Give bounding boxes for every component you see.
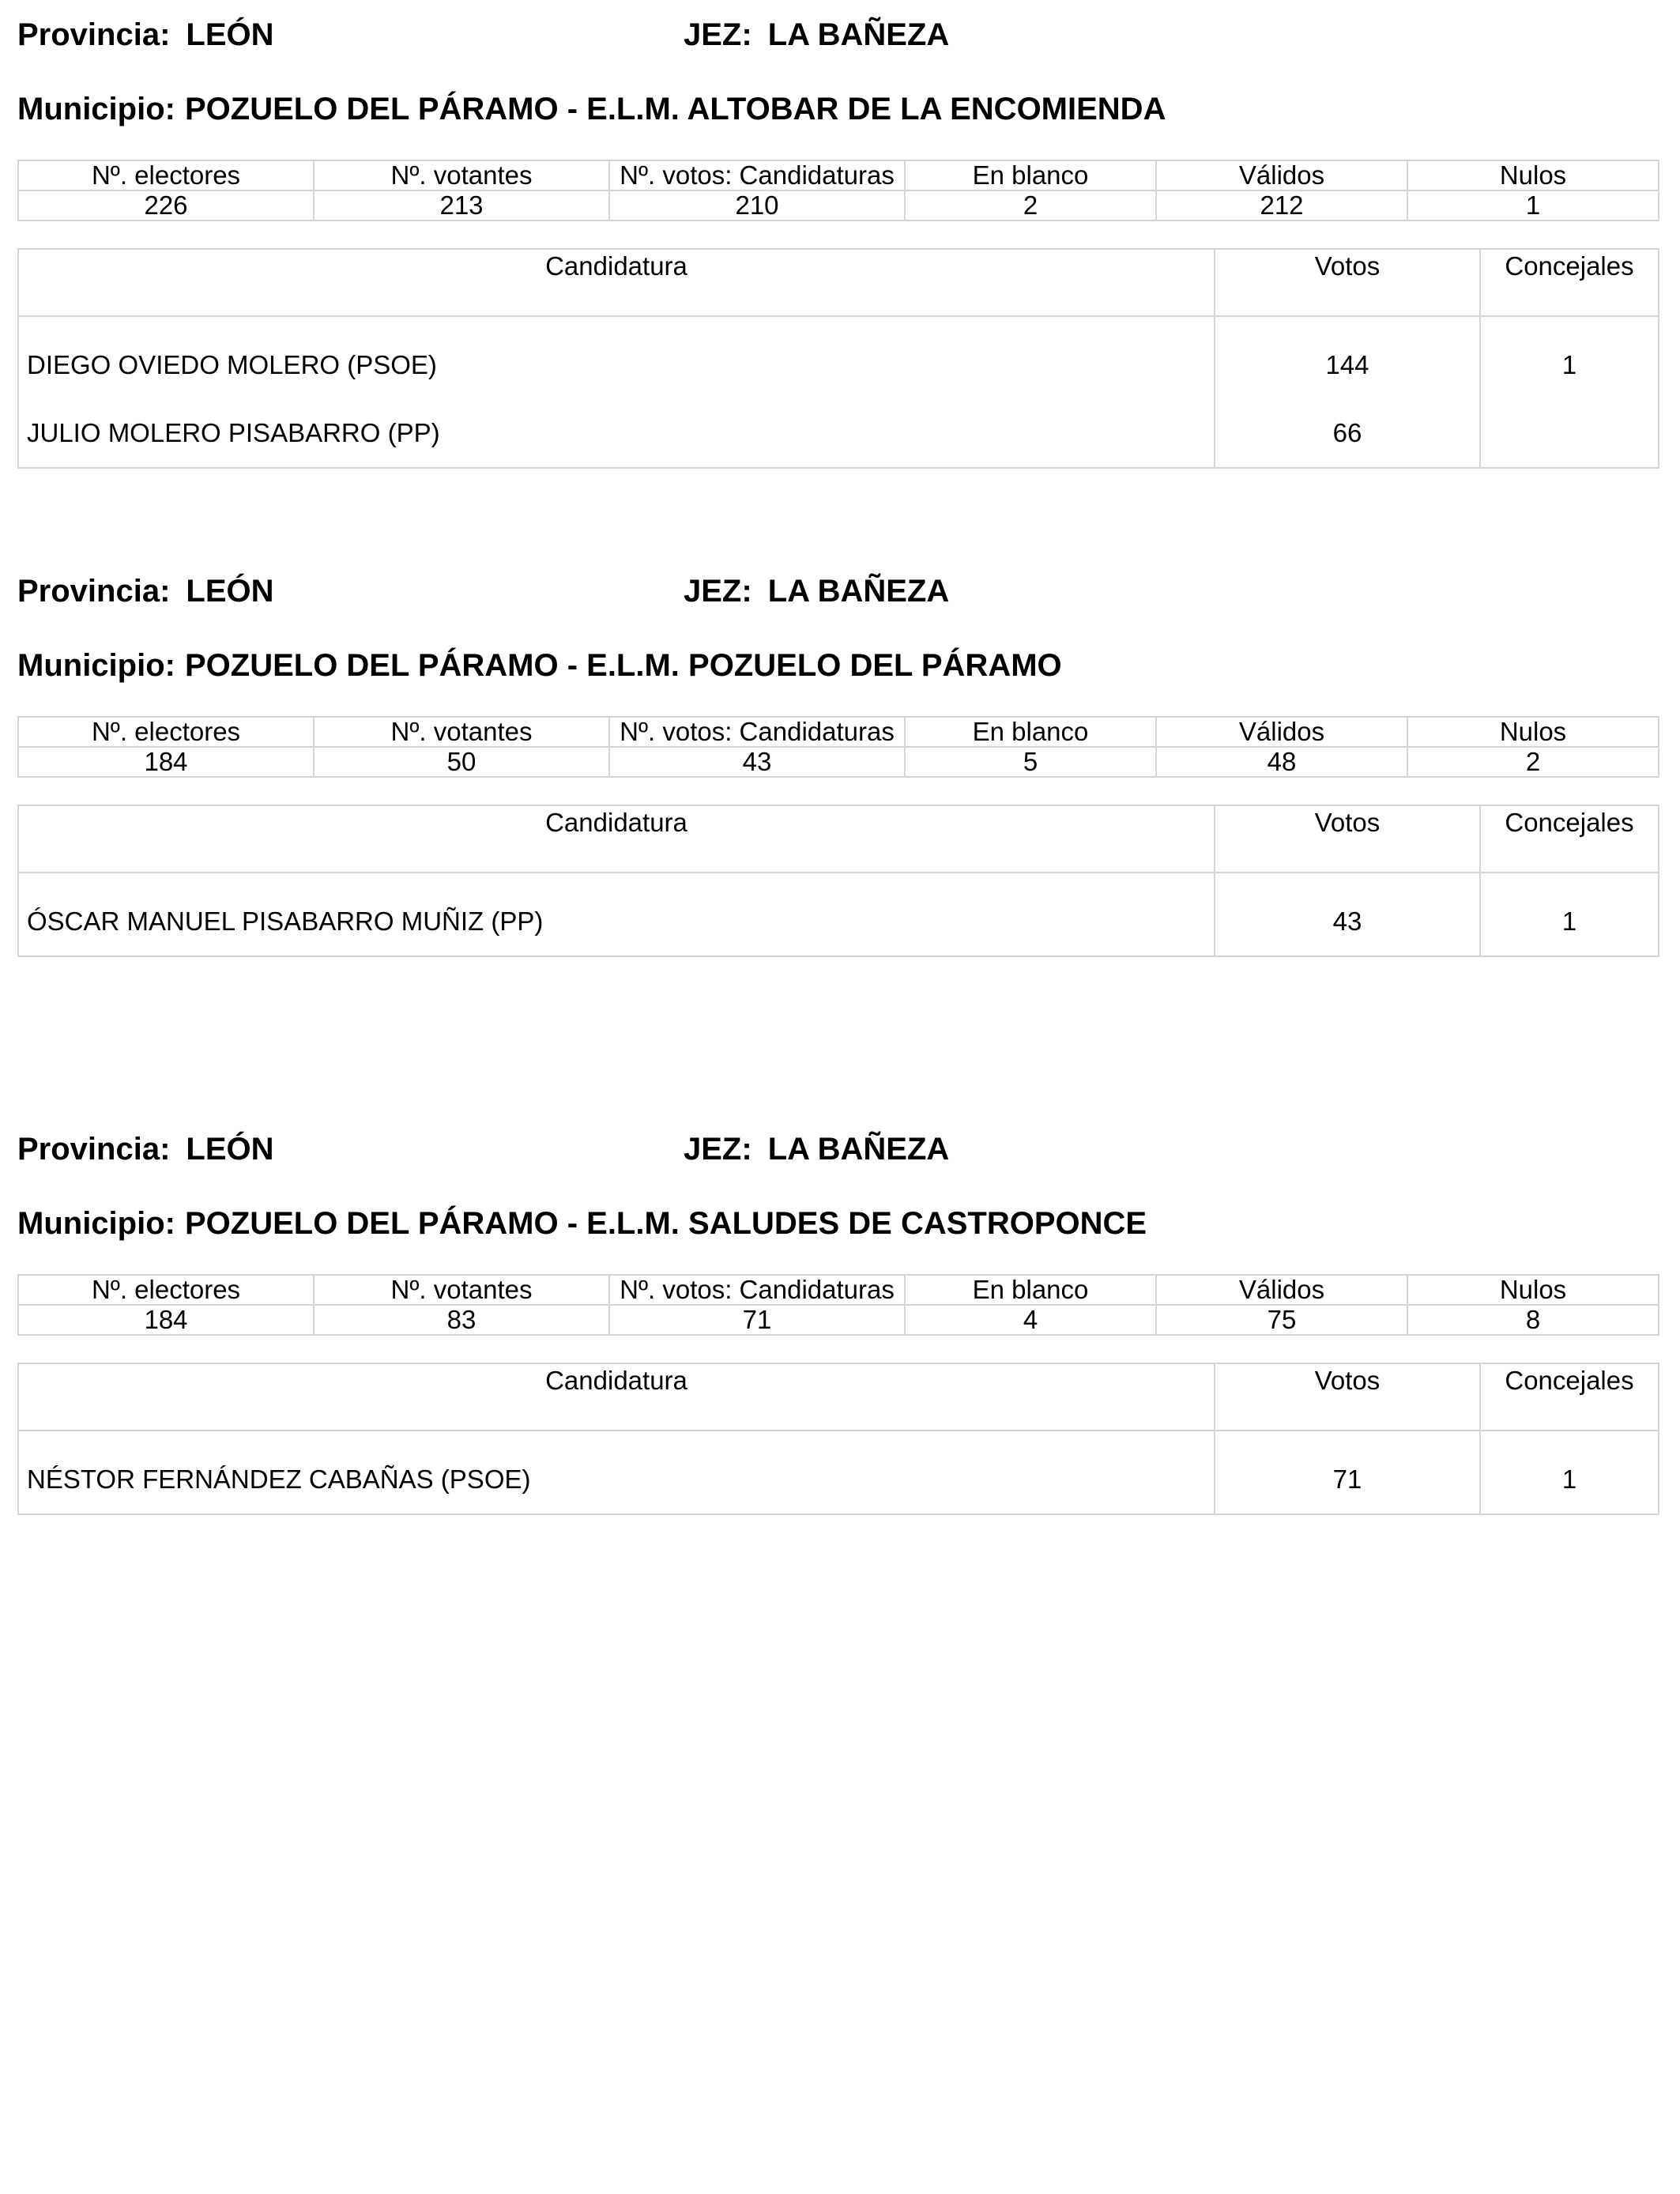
candidate-name: DIEGO OVIEDO MOLERO (PSOE) [18, 316, 1215, 399]
summary-value-cell: 75 [1156, 1305, 1407, 1335]
summary-table [17, 160, 1659, 221]
summary-value-cell: 184 [18, 1305, 314, 1335]
candidate-votes: 66 [1215, 399, 1480, 468]
candidates-header-row [18, 1363, 1659, 1431]
concejales-header: Concejales [1480, 805, 1659, 873]
municipio-heading: Municipio: POZUELO DEL PÁRAMO - E.L.M. SALUDES DE CASTROPONCE [17, 1206, 1147, 1241]
concejales-header: Concejales [1480, 1363, 1659, 1431]
summary-header-cell: Nº. votos: Candidaturas [609, 1275, 905, 1305]
summary-header-cell: Nulos [1407, 160, 1659, 190]
candidates-header-row [18, 805, 1659, 873]
summary-value-row [18, 747, 1659, 777]
summary-value-cell: 5 [905, 747, 1156, 777]
summary-header-row [18, 717, 1659, 747]
summary-value-cell: 43 [609, 747, 905, 777]
summary-value-row [18, 1305, 1659, 1335]
candidates-header-row [18, 249, 1659, 316]
summary-value-cell: 210 [609, 190, 905, 221]
summary-header-cell: Válidos [1156, 717, 1407, 747]
summary-header-cell: Válidos [1156, 1275, 1407, 1305]
summary-header-cell: Nº. votantes [314, 1275, 609, 1305]
municipio-heading: Municipio: POZUELO DEL PÁRAMO - E.L.M. ALTOBAR DE LA ENCOMIENDA [17, 92, 1166, 126]
summary-header-cell: Nulos [1407, 1275, 1659, 1305]
summary-value-cell: 184 [18, 747, 314, 777]
candidate-votes: 71 [1215, 1431, 1480, 1514]
summary-value-cell: 2 [1407, 747, 1659, 777]
candidates-table [17, 805, 1659, 957]
jez-heading: JEZ: LA BAÑEZA [684, 1132, 950, 1167]
candidates-table [17, 248, 1659, 469]
jez-heading: JEZ: LA BAÑEZA [684, 17, 950, 52]
summary-header-cell: Nº. votantes [314, 160, 609, 190]
summary-value-cell: 48 [1156, 747, 1407, 777]
candidate-row [18, 873, 1659, 956]
concejales-header: Concejales [1480, 249, 1659, 316]
summary-header-cell: En blanco [905, 160, 1156, 190]
summary-header-cell: En blanco [905, 717, 1156, 747]
provincia-heading: Provincia: LEÓN [17, 574, 274, 609]
summary-table [17, 1274, 1659, 1336]
summary-value-cell: 226 [18, 190, 314, 221]
summary-value-cell: 213 [314, 190, 609, 221]
summary-value-cell: 50 [314, 747, 609, 777]
candidate-seats: 1 [1480, 316, 1659, 399]
summary-value-cell: 8 [1407, 1305, 1659, 1335]
candidate-row [18, 316, 1659, 399]
candidate-name: JULIO MOLERO PISABARRO (PP) [18, 399, 1215, 468]
candidate-row [18, 399, 1659, 468]
candidate-row [18, 1431, 1659, 1514]
summary-header-cell: Válidos [1156, 160, 1407, 190]
votos-header: Votos [1215, 805, 1480, 873]
summary-header-cell: Nº. votos: Candidaturas [609, 717, 905, 747]
votos-header: Votos [1215, 1363, 1480, 1431]
municipio-heading: Municipio: POZUELO DEL PÁRAMO - E.L.M. POZUELO DEL PÁRAMO [17, 648, 1062, 683]
provincia-heading: Provincia: LEÓN [17, 1132, 274, 1167]
summary-header-cell: Nº. electores [18, 717, 314, 747]
summary-header-cell: Nº. electores [18, 160, 314, 190]
candidatura-header: Candidatura [18, 805, 1215, 873]
candidate-seats: 1 [1480, 873, 1659, 956]
candidatura-header: Candidatura [18, 1363, 1215, 1431]
summary-value-row [18, 190, 1659, 221]
summary-value-cell: 83 [314, 1305, 609, 1335]
summary-header-cell: En blanco [905, 1275, 1156, 1305]
summary-header-cell: Nulos [1407, 717, 1659, 747]
candidate-votes: 43 [1215, 873, 1480, 956]
candidate-seats: 1 [1480, 1431, 1659, 1514]
summary-value-cell: 4 [905, 1305, 1156, 1335]
candidates-table [17, 1363, 1659, 1515]
summary-header-cell: Nº. votos: Candidaturas [609, 160, 905, 190]
votos-header: Votos [1215, 249, 1480, 316]
summary-value-cell: 71 [609, 1305, 905, 1335]
summary-header-cell: Nº. electores [18, 1275, 314, 1305]
summary-header-row [18, 1275, 1659, 1305]
summary-table [17, 716, 1659, 778]
provincia-heading: Provincia: LEÓN [17, 17, 274, 52]
candidate-name: NÉSTOR FERNÁNDEZ CABAÑAS (PSOE) [18, 1431, 1215, 1514]
candidate-votes: 144 [1215, 316, 1480, 399]
summary-value-cell: 212 [1156, 190, 1407, 221]
summary-value-cell: 2 [905, 190, 1156, 221]
summary-value-cell: 1 [1407, 190, 1659, 221]
candidate-name: ÓSCAR MANUEL PISABARRO MUÑIZ (PP) [18, 873, 1215, 956]
jez-heading: JEZ: LA BAÑEZA [684, 574, 950, 609]
summary-header-row [18, 160, 1659, 190]
candidatura-header: Candidatura [18, 249, 1215, 316]
candidate-seats [1480, 399, 1659, 468]
summary-header-cell: Nº. votantes [314, 717, 609, 747]
